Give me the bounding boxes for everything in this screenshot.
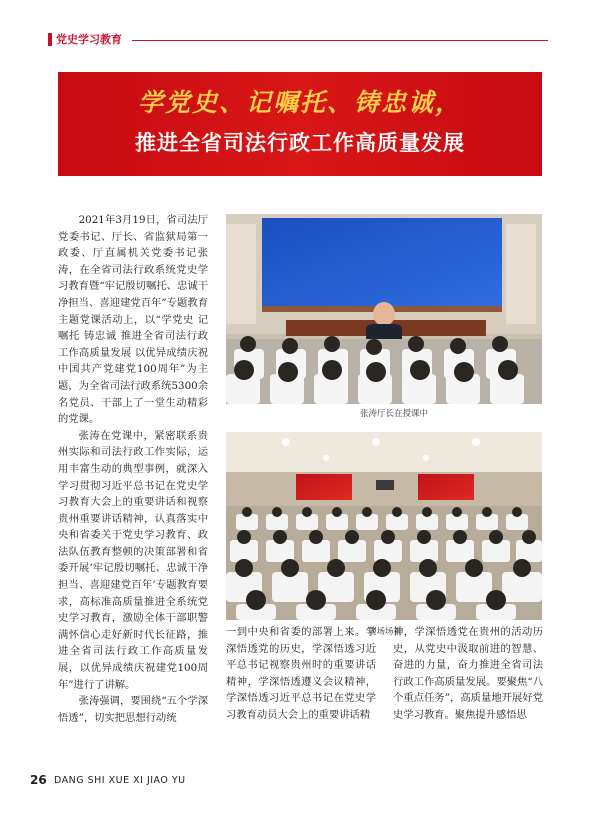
photo-caption: 张涛厅长在授课中 xyxy=(360,409,429,419)
article-title-line1: 学党史、记嘱托、铸忠诚， xyxy=(137,88,462,117)
paragraph: 一到中央和省委的部署上来。学深悟透党的历史，学深悟透习近平总书记视察贵州时的重要讲话精神，学深悟透遵义会议精神，学深悟透习近平总书记在党史学习教育动员大会上的重要讲话精 xyxy=(226,626,376,721)
section-marker xyxy=(48,33,52,46)
article-column-2 xyxy=(226,624,376,754)
photo-audience xyxy=(226,432,542,620)
paragraph: 神，学深悟透党在贵州的活动历史，从党史中汲取前进的智慧、奋进的力量，奋力推进全省司法行政工作高质量发展。要聚焦“八个重点任务”，高质量地开展好党史学习教育。聚焦提升感悟思 xyxy=(393,626,543,721)
paragraph: 张涛强调，要围绕“五个学深悟透”，切实把思想行动统 xyxy=(58,695,208,724)
photo-caption: 现场场景 xyxy=(368,627,403,637)
title-banner xyxy=(58,72,542,176)
paragraph: 张涛在党课中，紧密联系贵州实际和司法行政工作实际，运用丰富生动的典型事例，就深入学习贯彻习近平总书记在党史学习教育大会上的重要讲话和视察贵州重要讲话精神，认真落实中央和省委关于党史学习教育、政法队伍教育整顿的决策部署和省委开展‘牢记殷切嘱托、忠诚干净担当、喜迎建党百年’专题教育要求，高标准高质量推进全系统党史学习教育，激励全体干部职警满怀信心走好新时代长征路，推进全省司法行政工作高质量发展，以优异成绩庆祝建党100周年”进行了讲解。 xyxy=(58,429,208,691)
section-title: 党史学习教育 xyxy=(56,33,122,46)
paragraph: 2021年3月19日，省司法厅党委书记、厅长、省监狱局第一政委、厅直属机关党委书记张涛，在全省司法行政系统党史学习教育暨“牢记殷切嘱托、忠诚干净担当、喜迎建党百年”专题教育主题党课活动上，以“学党史 记嘱托 铸忠诚 推进全省司法行政工作高质量发展 以优异成绩庆祝中国共产党建党100周年”为主题，为全省司法行政系统5300余名党员、干部上了一堂生动精彩的党课。 xyxy=(58,214,208,426)
section-header xyxy=(48,32,548,48)
article-title-line2: 推进全省司法行政工作高质量发展 xyxy=(135,131,465,155)
magazine-name: DANG SHI XUE XI JIAO YU xyxy=(54,775,186,786)
page-number: 26 xyxy=(30,773,47,787)
photo-speaker xyxy=(226,214,542,404)
header-rule xyxy=(132,40,548,41)
article-column-3 xyxy=(393,624,543,754)
article-column-1 xyxy=(58,212,208,752)
